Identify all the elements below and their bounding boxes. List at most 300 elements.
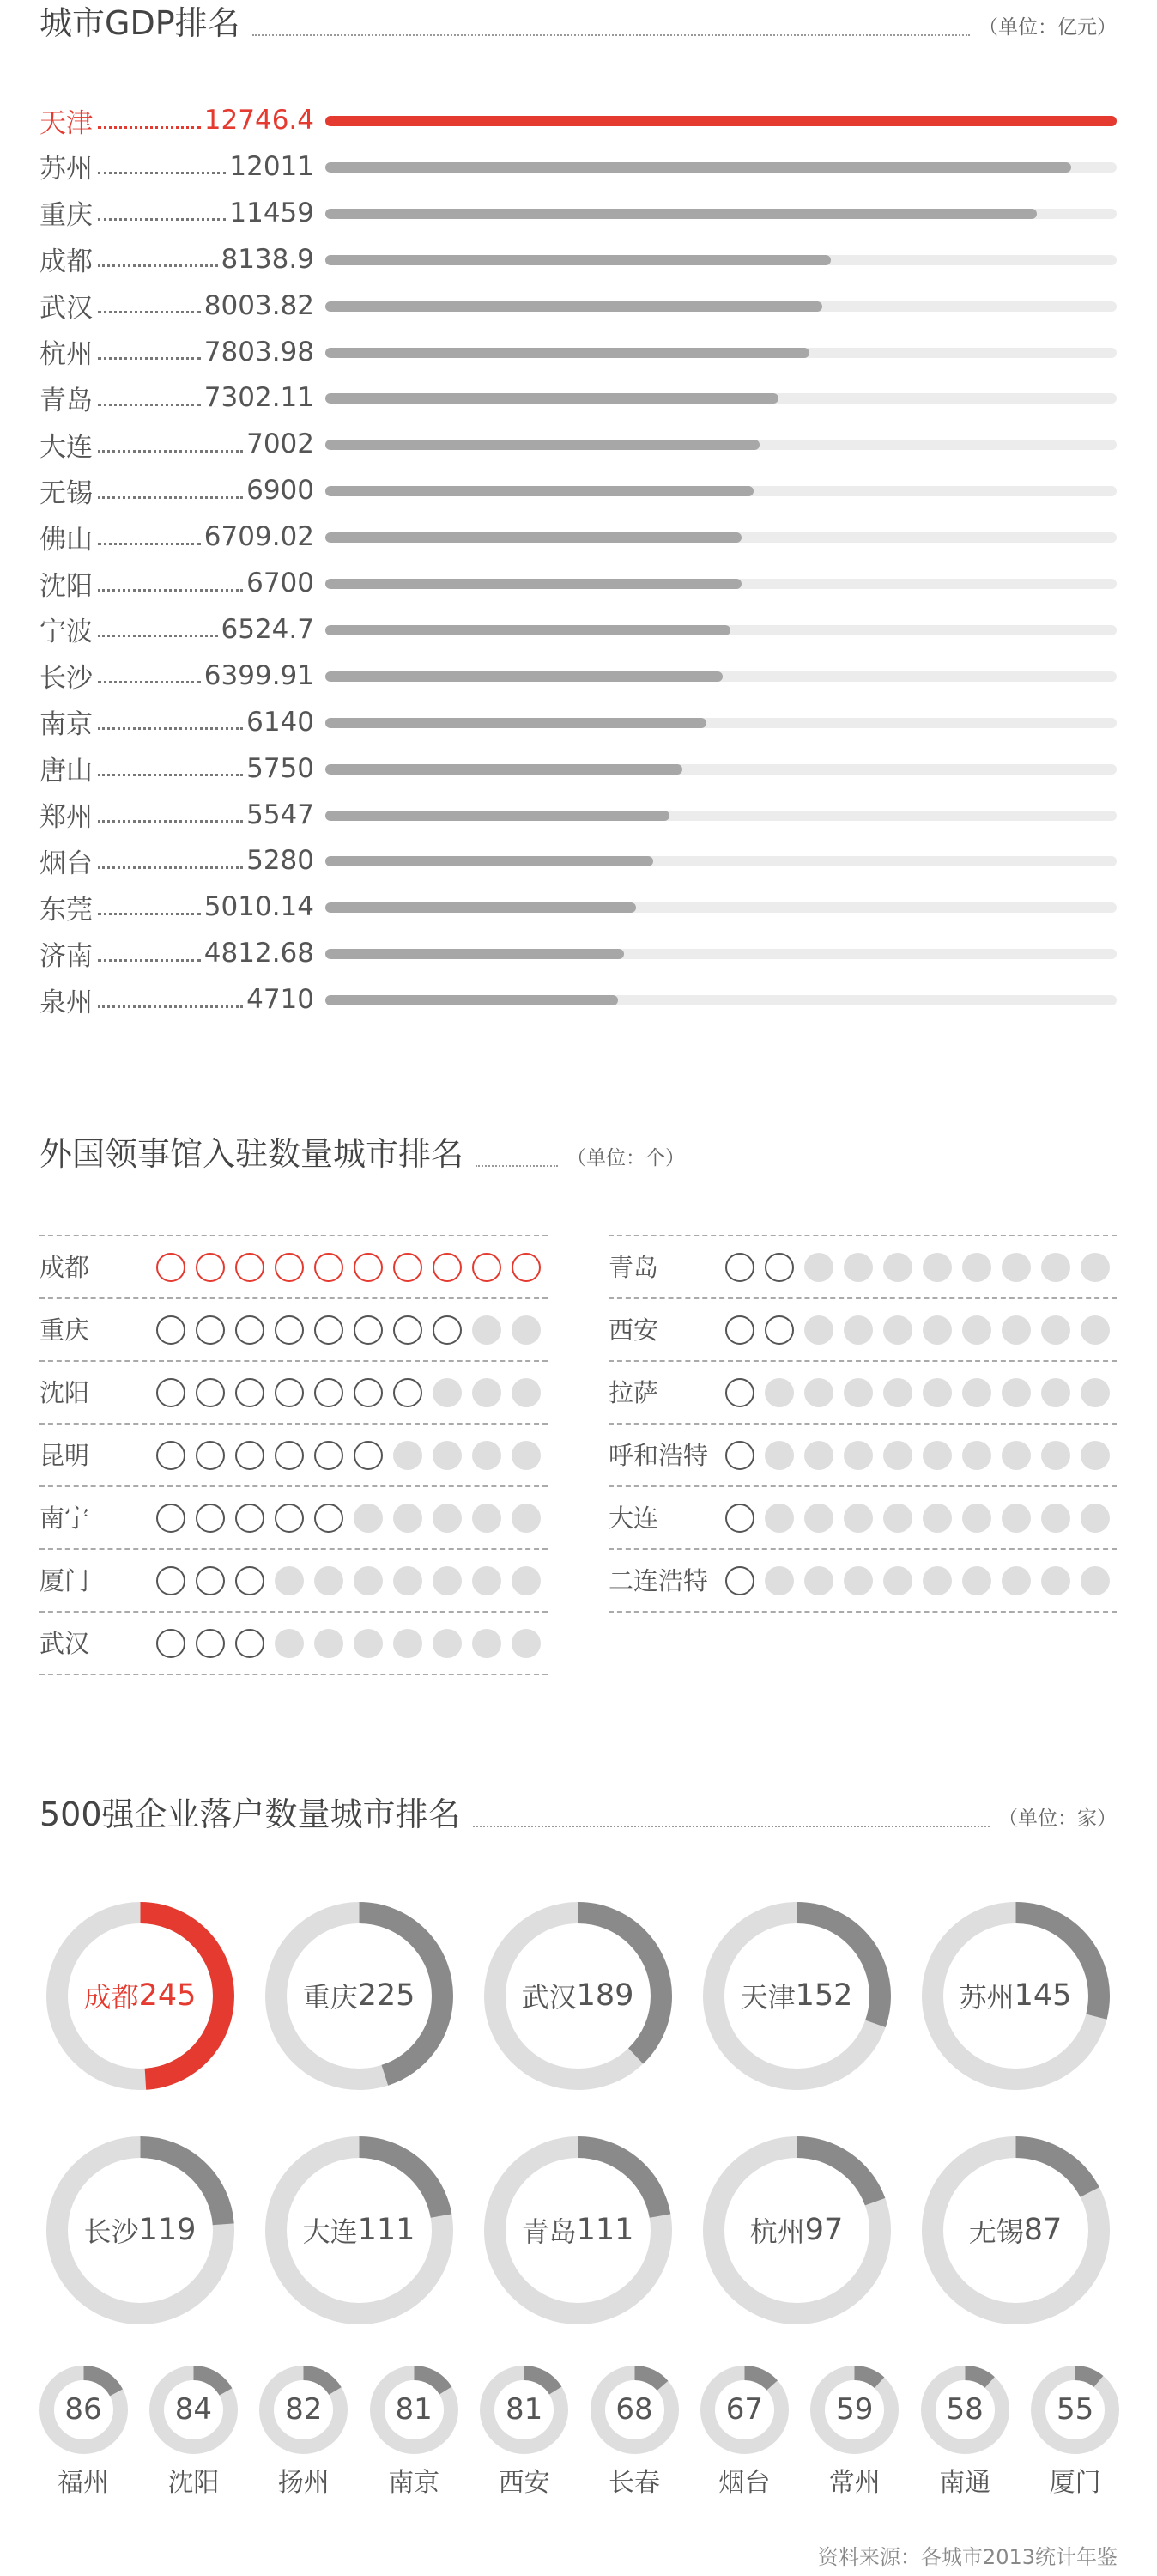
donut-value: 81 [395,2392,433,2427]
donut-label [701,1900,893,2092]
gdp-row-label [39,329,314,375]
donut-label [920,2135,1112,2326]
gdp-row-label [39,792,314,838]
consulate-filled-circle [196,1253,225,1282]
donut-value: 87 [1023,2213,1063,2247]
donut-label [919,2364,1011,2456]
consulate-row-left-0 [39,1235,548,1299]
consulate-empty-circle [765,1566,794,1595]
consulate-filled-circle [235,1378,264,1407]
gdp-city-name: 大连 [39,431,93,463]
consulate-filled-circle [354,1253,383,1282]
gdp-city-name: 泉州 [39,987,93,1018]
consulate-empty-circle [1002,1566,1031,1595]
donut-武汉 [482,1900,674,2092]
donut-value: 245 [138,1978,197,2013]
consulate-empty-circle [393,1629,422,1658]
consulate-empty-circle [1081,1441,1110,1470]
gdp-bar-track [325,209,1117,219]
consulate-row-left-3 [39,1423,548,1487]
consulate-filled-circle [156,1378,185,1407]
gdp-row-1 [39,143,1117,190]
gdp-leader-dots [98,635,218,637]
gdp-city-name: 郑州 [39,802,93,833]
gdp-row-label [39,837,314,884]
consulate-empty-circle [844,1253,873,1282]
donut-value: 111 [357,2213,415,2247]
gdp-row-label [39,143,314,190]
gdp-value-label: 11459 [229,197,314,228]
consulate-empty-circle [962,1504,991,1533]
gdp-leader-dots [98,589,243,592]
consulate-count-circles [725,1315,1120,1345]
consulate-count-circles [725,1378,1120,1407]
consulate-empty-circle [1041,1253,1070,1282]
gdp-bar [325,301,822,312]
consulate-empty-circle [512,1315,541,1345]
consulate-empty-circle [804,1315,833,1345]
consulate-row-left-5 [39,1548,548,1613]
gdp-bar [325,348,809,358]
donut-value: 68 [615,2392,653,2427]
consulate-filled-circle [765,1253,794,1282]
donut-label [1029,2364,1121,2456]
consulate-empty-circle [1002,1253,1031,1282]
donut-厦门 [1029,2364,1121,2456]
donut-label [589,2364,681,2456]
donut-南京 [368,2364,460,2456]
gdp-leader-dots [98,866,243,869]
consulate-filled-circle [314,1315,343,1345]
consulate-row-left-1 [39,1297,548,1362]
gdp-row-5 [39,329,1117,375]
gdp-bar [325,579,742,589]
consulate-empty-circle [433,1566,462,1595]
donut-city-name: 南京 [388,2468,440,2498]
consulate-empty-circle [962,1566,991,1595]
gdp-bar [325,162,1071,173]
gdp-row-label [39,97,314,143]
gdp-row-label [39,513,314,560]
consulate-filled-circle [314,1441,343,1470]
gdp-row-3 [39,236,1117,283]
consulate-empty-circle [472,1315,501,1345]
donut-city-name: 武汉 [521,1981,577,2014]
consulate-count-circles [725,1504,1120,1533]
consulate-empty-circle [1002,1441,1031,1470]
donut-city-name: 厦门 [1049,2468,1101,2498]
gdp-value-label: 6900 [246,475,314,507]
gdp-bar [325,902,636,913]
gdp-row-label [39,976,314,1023]
donut-label [264,2135,455,2326]
source-note: 资料来源：各城市2013统计年鉴 [817,2545,1118,2569]
gdp-city-name: 无锡 [39,477,93,509]
gdp-bar-track [325,440,1117,450]
consulate-filled-circle [275,1253,304,1282]
gdp-row-14 [39,745,1117,792]
gdp-bar [325,625,730,635]
gdp-value-label: 4710 [246,984,314,1016]
donut-value: 59 [836,2392,874,2427]
consulate-row-right-1 [609,1297,1117,1362]
consulate-filled-circle [512,1253,541,1282]
consulate-filled-circle [354,1315,383,1345]
gdp-bar [325,116,1117,126]
consulate-empty-circle [804,1378,833,1407]
gdp-bar-track [325,671,1117,682]
donut-value: 189 [576,1978,634,2013]
consulate-row-right-2 [609,1360,1117,1425]
donut-city-name: 烟台 [718,2468,771,2498]
donut-city-name: 常州 [828,2468,881,2498]
gdp-value-label: 7803.98 [203,336,314,368]
gdp-row-17 [39,884,1117,930]
gdp-bar [325,486,754,496]
consulate-empty-circle [1041,1566,1070,1595]
gdp-city-name: 青岛 [39,385,93,416]
fortune500-section-title [39,1795,1117,1833]
consulate-empty-circle [923,1253,952,1282]
donut-福州 [38,2364,130,2456]
donut-label [264,1900,455,2092]
gdp-row-0 [39,97,1117,143]
consulate-empty-circle [1002,1504,1031,1533]
consulate-filled-circle [393,1378,422,1407]
consulate-empty-circle [844,1504,873,1533]
gdp-row-label [39,560,314,606]
consulate-filled-circle [275,1315,304,1345]
donut-value: 86 [64,2392,102,2427]
gdp-row-13 [39,699,1117,745]
gdp-bar-track [325,856,1117,866]
consulate-empty-circle [765,1441,794,1470]
consulate-filled-circle [156,1566,185,1595]
consulate-count-circles [156,1378,551,1407]
donut-city-name: 杭州 [749,2215,805,2248]
gdp-city-name: 沈阳 [39,570,93,602]
donut-南通 [919,2364,1011,2456]
donut-label [478,2364,570,2456]
gdp-leader-dots [98,774,243,776]
gdp-leader-dots [98,1005,243,1008]
gdp-bar-track [325,718,1117,728]
donut-label [45,2135,236,2326]
donut-label [699,2364,791,2456]
consulate-filled-circle [314,1504,343,1533]
consulate-filled-circle [235,1504,264,1533]
donut-重庆 [264,1900,455,2092]
gdp-bar-track [325,625,1117,635]
consulate-empty-circle [923,1566,952,1595]
consulate-title: 外国领事馆入驻数量城市排名 [39,1135,464,1173]
gdp-value-label: 12746.4 [203,105,314,136]
consulate-empty-circle [804,1566,833,1595]
consulate-empty-circle [844,1378,873,1407]
consulate-count-circles [725,1441,1120,1470]
consulate-empty-circle [1081,1566,1110,1595]
gdp-row-11 [39,606,1117,653]
gdp-bar-track [325,995,1117,1005]
consulate-city-name: 青岛 [609,1253,659,1282]
gdp-value-label: 8003.82 [203,289,314,321]
gdp-row-label [39,606,314,653]
donut-value: 55 [1056,2392,1094,2427]
consulate-empty-circle [433,1378,462,1407]
donut-city-name: 西安 [498,2468,550,2498]
consulate-row-right-4 [609,1485,1117,1550]
gdp-city-name: 长沙 [39,663,93,695]
gdp-row-label [39,236,314,283]
donut-value: 119 [138,2213,197,2247]
consulate-city-name: 重庆 [39,1315,90,1345]
consulate-empty-circle [393,1441,422,1470]
gdp-bar-track [325,764,1117,775]
gdp-city-name: 天津 [39,107,93,139]
gdp-city-name: 佛山 [39,524,93,556]
gdp-row-10 [39,560,1117,606]
gdp-row-18 [39,930,1117,976]
consulate-count-circles [156,1253,551,1282]
gdp-row-8 [39,467,1117,513]
consulate-count-circles [156,1629,551,1658]
gdp-row-label [39,421,314,467]
consulate-empty-circle [472,1566,501,1595]
consulate-empty-circle [314,1566,343,1595]
consulate-filled-circle [725,1378,754,1407]
consulate-empty-circle [844,1441,873,1470]
consulate-empty-circle [472,1378,501,1407]
gdp-value-label: 7302.11 [203,382,314,414]
consulate-filled-circle [156,1504,185,1533]
gdp-leader-dots [98,172,226,174]
consulate-row-left-2 [39,1360,548,1425]
consulate-empty-circle [962,1441,991,1470]
donut-city-name: 沈阳 [167,2468,220,2498]
gdp-bar [325,255,831,265]
donut-label [257,2364,349,2456]
consulate-filled-circle [275,1441,304,1470]
donut-value: 82 [285,2392,323,2427]
gdp-row-label [39,467,314,513]
title-leader-dots [476,1165,558,1167]
gdp-leader-dots [98,126,201,129]
donut-label [368,2364,460,2456]
consulate-empty-circle [433,1629,462,1658]
donut-value: 97 [804,2213,844,2247]
gdp-bar-track [325,532,1117,543]
gdp-value-label: 12011 [229,150,314,182]
gdp-value-label: 6524.7 [221,613,314,645]
consulate-filled-circle [196,1504,225,1533]
consulate-filled-circle [393,1315,422,1345]
consulate-empty-circle [883,1315,912,1345]
donut-city-name: 长沙 [83,2215,139,2248]
consulate-empty-circle [962,1315,991,1345]
donut-city-name: 重庆 [302,1981,358,2014]
gdp-value-label: 7002 [246,428,314,460]
gdp-row-label [39,283,314,329]
consulate-city-name: 武汉 [39,1629,90,1658]
donut-value: 152 [795,1978,853,2013]
consulate-empty-circle [844,1315,873,1345]
gdp-leader-dots [98,543,201,545]
gdp-value-label: 6140 [246,706,314,738]
gdp-value-label: 8138.9 [221,243,314,275]
consulate-empty-circle [804,1441,833,1470]
gdp-bar [325,811,669,821]
gdp-city-name: 武汉 [39,293,93,325]
consulate-filled-circle [235,1253,264,1282]
gdp-bar-track [325,486,1117,496]
gdp-row-12 [39,653,1117,699]
consulate-unit: （单位：个） [566,1147,686,1170]
consulate-empty-circle [962,1253,991,1282]
consulate-empty-circle [354,1629,383,1658]
gdp-city-name: 东莞 [39,894,93,926]
consulate-filled-circle [156,1629,185,1658]
consulate-filled-circle [196,1315,225,1345]
gdp-row-7 [39,421,1117,467]
consulate-city-name: 沈阳 [39,1378,90,1407]
gdp-bar-track [325,811,1117,821]
donut-label [920,1900,1112,2092]
consulate-filled-circle [393,1253,422,1282]
donut-青岛 [482,2135,674,2326]
consulate-empty-circle [275,1629,304,1658]
gdp-bar [325,995,618,1005]
consulate-filled-circle [725,1441,754,1470]
consulate-empty-circle [354,1566,383,1595]
consulate-filled-circle [156,1315,185,1345]
consulate-empty-circle [393,1504,422,1533]
donut-烟台 [699,2364,791,2456]
consulate-city-name: 呼和浩特 [609,1441,709,1470]
consulate-empty-circle [472,1441,501,1470]
gdp-leader-dots [98,311,201,313]
consulate-filled-circle [156,1253,185,1282]
consulate-empty-circle [765,1378,794,1407]
consulate-empty-circle [1041,1315,1070,1345]
gdp-row-label [39,699,314,745]
gdp-value-label: 4812.68 [203,938,314,969]
gdp-bar-track [325,902,1117,913]
consulate-empty-circle [512,1441,541,1470]
consulate-count-circles [725,1566,1120,1595]
gdp-leader-dots [98,404,201,406]
gdp-bar-track [325,579,1117,589]
consulate-filled-circle [354,1441,383,1470]
donut-value: 225 [357,1978,415,2013]
gdp-row-label [39,374,314,421]
gdp-row-4 [39,283,1117,329]
consulate-filled-circle [196,1566,225,1595]
donut-大连 [264,2135,455,2326]
consulate-filled-circle [235,1629,264,1658]
consulate-empty-circle [433,1504,462,1533]
gdp-bar [325,856,653,866]
donut-city-name: 长春 [609,2468,660,2498]
gdp-city-name: 济南 [39,940,93,972]
gdp-city-name: 苏州 [39,154,93,185]
donut-label [45,1900,236,2092]
consulate-count-circles [156,1504,551,1533]
consulate-filled-circle [196,1378,225,1407]
consulate-empty-circle [512,1378,541,1407]
gdp-bar-track [325,116,1117,126]
donut-label [482,2135,674,2326]
gdp-row-label [39,745,314,792]
consulate-filled-circle [725,1504,754,1533]
donut-value: 81 [505,2392,543,2427]
consulate-filled-circle [314,1253,343,1282]
gdp-bar-track [325,393,1117,404]
consulate-empty-circle [765,1504,794,1533]
consulate-city-name: 拉萨 [609,1378,659,1407]
consulate-city-name: 二连浩特 [609,1566,709,1595]
consulate-empty-circle [923,1441,952,1470]
consulate-filled-circle [472,1253,501,1282]
gdp-city-name: 杭州 [39,339,93,370]
consulate-section-title [39,1135,686,1173]
donut-city-name: 南通 [939,2468,991,2498]
donut-value: 67 [725,2392,764,2427]
gdp-row-16 [39,837,1117,884]
consulate-count-circles [156,1566,551,1595]
consulate-filled-circle [275,1378,304,1407]
gdp-bar-track [325,162,1117,173]
consulate-city-name: 厦门 [39,1566,90,1595]
consulate-empty-circle [472,1504,501,1533]
gdp-bar-track [325,348,1117,358]
gdp-row-6 [39,374,1117,421]
gdp-bar [325,209,1037,219]
gdp-value-label: 5280 [246,845,314,877]
consulate-filled-circle [235,1441,264,1470]
title-leader-dots [252,34,970,36]
consulate-empty-circle [393,1566,422,1595]
consulate-count-circles [725,1253,1120,1282]
gdp-bar [325,532,742,543]
consulate-filled-circle [725,1315,754,1345]
gdp-bar [325,764,682,775]
consulate-filled-circle [725,1253,754,1282]
donut-扬州 [257,2364,349,2456]
consulate-empty-circle [1041,1441,1070,1470]
donut-value: 111 [576,2213,634,2247]
gdp-row-15 [39,792,1117,838]
consulate-empty-circle [883,1566,912,1595]
consulate-count-circles [156,1441,551,1470]
gdp-section-title [39,4,1117,42]
donut-沈阳 [148,2364,239,2456]
gdp-bar-track [325,255,1117,265]
fortune500-unit: （单位：家） [998,1807,1117,1830]
consulate-city-name: 昆明 [39,1441,90,1470]
consulate-empty-circle [804,1253,833,1282]
gdp-city-name: 唐山 [39,756,93,787]
gdp-city-name: 宁波 [39,617,93,648]
fortune500-title: 500强企业落户数量城市排名 [39,1795,461,1833]
gdp-value-label: 6700 [246,568,314,598]
consulate-city-name: 西安 [609,1315,659,1345]
consulate-city-name: 南宁 [39,1504,90,1533]
consulate-filled-circle [765,1315,794,1345]
donut-label [701,2135,893,2326]
consulate-empty-circle [1002,1378,1031,1407]
consulate-empty-circle [1081,1253,1110,1282]
gdp-bar-track [325,301,1117,312]
